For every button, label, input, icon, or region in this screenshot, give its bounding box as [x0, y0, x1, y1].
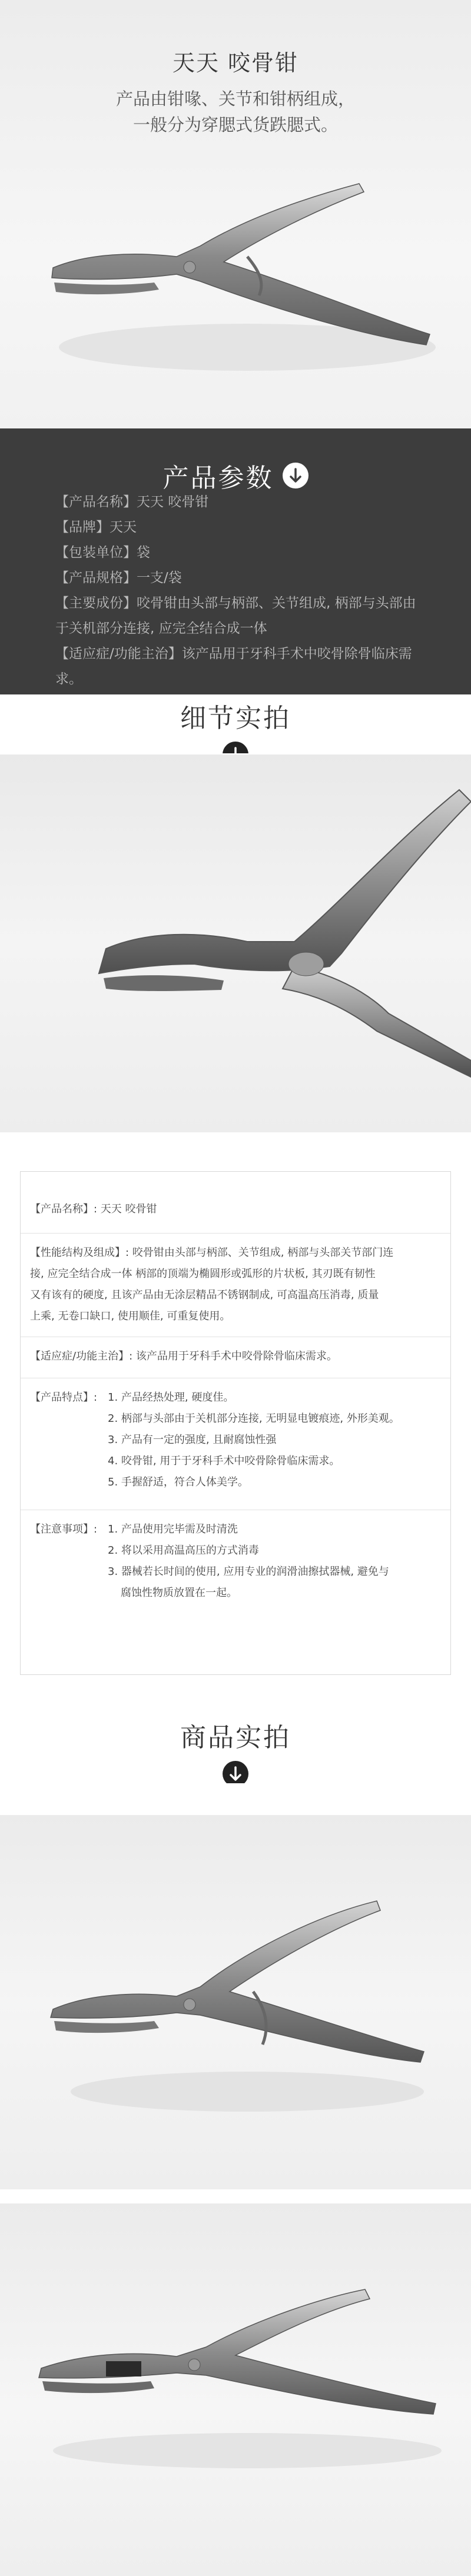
product-photo-2	[0, 2203, 471, 2576]
params-header	[0, 457, 471, 494]
params-line: 【主要成份】咬骨钳由头部与柄部、关节组成, 柄部与头部由	[55, 596, 416, 611]
forceps-photo	[0, 2203, 471, 2576]
info-structure-line: 又有该有的硬度, 且该产品由无涂层精品不锈钢制成, 可高温高压消毒, 质量	[30, 1289, 379, 1301]
product-subtitle-line2: 一般分为穿腮式货跌腮式。	[132, 115, 338, 135]
real-photo-header-section	[0, 1707, 471, 1783]
params-list	[55, 490, 432, 692]
info-structure	[30, 1242, 441, 1327]
detail-photo	[0, 754, 471, 1132]
detail-heading: 细节实拍	[180, 703, 291, 733]
product-title: 天天 咬骨钳	[172, 50, 299, 76]
note-item: 2. 将以采用高温高压的方式消毒	[108, 1544, 259, 1557]
info-notes	[30, 1519, 441, 1604]
feature-item: 4. 咬骨钳, 用于于牙科手术中咬骨除骨临床需求。	[108, 1455, 340, 1467]
info-structure-line: 上乘, 无卷口缺口, 使用顺佳, 可重复使用。	[30, 1310, 231, 1322]
arrow-down-icon	[283, 463, 309, 488]
feature-item: 3. 产品有一定的强度, 且耐腐蚀性强	[108, 1434, 277, 1446]
divider	[21, 1233, 450, 1234]
params-line: 【产品名称】天天 咬骨钳	[55, 494, 209, 510]
feature-item: 1. 产品经热处理, 硬度佳。	[108, 1391, 234, 1404]
info-structure-line: 接, 应完全结合成一体 柄部的顶端为椭圆形或弧形的片状板, 其刃既有韧性	[30, 1268, 376, 1280]
product-info-card	[20, 1171, 451, 1675]
params-line: 求。	[55, 672, 82, 687]
product-photo-1	[0, 1815, 471, 2189]
hero-forceps-photo	[0, 141, 471, 428]
info-features	[30, 1387, 441, 1493]
params-heading: 产品参数	[162, 463, 274, 493]
arrow-down-icon	[223, 1761, 248, 1783]
notes-label: 【注意事项】:	[30, 1523, 98, 1535]
forceps-closeup-photo	[0, 754, 471, 1132]
params-line: 于关机部分连接, 应完全结合成一体	[55, 621, 267, 636]
hero-section	[0, 0, 471, 428]
note-item: 1. 产品使用完毕需及时清洗	[108, 1523, 238, 1535]
info-indication: 【适应症/功能主治】: 该产品用于牙科手术中咬骨除骨临床需求。	[30, 1350, 337, 1362]
feature-item: 2. 柄部与头部由于关机部分连接, 无明显电镀痕迹, 外形美观。	[108, 1412, 400, 1425]
forceps-photo	[0, 1815, 471, 2189]
features-label: 【产品特点】:	[30, 1391, 98, 1404]
note-item: 腐蚀性物质放置在一起。	[121, 1587, 237, 1599]
arrow-down-icon	[223, 742, 248, 753]
params-line: 【产品规格】一支/袋	[55, 570, 182, 586]
params-line: 【品牌】天天	[55, 520, 137, 535]
product-params-section	[0, 428, 471, 694]
params-line: 【包装单位】袋	[55, 545, 150, 560]
product-subtitle-line1: 产品由钳喙、关节和钳柄组成，	[115, 89, 355, 109]
real-heading: 商品实拍	[180, 1723, 291, 1753]
params-line: 【适应症/功能主治】该产品用于牙科手术中咬骨除骨临床需	[55, 646, 412, 662]
info-structure-line: 【性能结构及组成】: 咬骨钳由头部与柄部、关节组成, 柄部与头部关节部门连	[30, 1247, 394, 1259]
info-product-name: 【产品名称】: 天天 咬骨钳	[30, 1203, 157, 1215]
feature-item: 5. 手握舒适，符合人体美学。	[108, 1476, 248, 1488]
detail-header-section	[0, 694, 471, 753]
note-item: 3. 器械若长时间的使用, 应用专业的润滑油擦拭器械, 避免与	[108, 1565, 389, 1578]
